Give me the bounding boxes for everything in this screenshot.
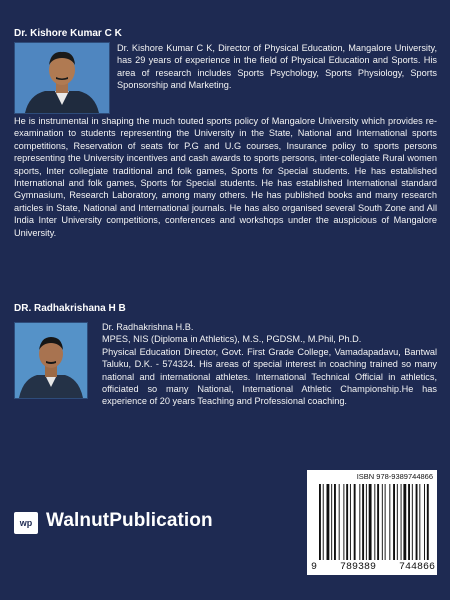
- publisher-name: WalnutPublication: [46, 510, 213, 531]
- isbn-label: ISBN 978-9389744866: [356, 472, 433, 481]
- isbn-digit-first: 9: [311, 562, 318, 573]
- author2-name: DR. Radhakrishana H B: [14, 303, 126, 314]
- author2-bio: [102, 321, 437, 408]
- barcode-bars: [307, 470, 437, 575]
- author2-photo: [14, 322, 88, 399]
- isbn-digit-group2: 744866: [398, 562, 435, 573]
- author1-name: Dr. Kishore Kumar C K: [14, 28, 122, 39]
- author1-bio-intro-text: Dr. Kishore Kumar C K, Director of Physical Education, Mangalore University, has 29 years of experience in the field of Physical Education and Sports. His area of research includes Sports Psychology, Sports Physiology, Sports Sponsorship and Marketing.: [117, 43, 437, 91]
- isbn-digits: [311, 562, 435, 573]
- author1-bio-main-text: He is instrumental in shaping the much touted sports policy of Mangalore University which provides re-examination to students representing the University in the State, National and International sports competitions, Reservation of seats for P.G and U.G courses, Insurance policy to sports persons representing the University incentives and cash awards to sports persons, inter-collegiate Rural women sports, Inter collegiate traditional and folk games, Sports for Special students. He has established International and folk games, Sports for Special students. He has established International standard Gymnasium, Research Laboratory, among many others. He has published books and many research articles in State, National and International journals. He has also organised several South Zone and All India Inter University competitions, conferences and workshops under the auspicious of Mangalore University.: [14, 116, 437, 238]
- author1-photo: [14, 42, 110, 114]
- author1-bio-main: [14, 115, 437, 239]
- isbn-digit-group1: 789389: [339, 562, 376, 573]
- author2-bio-line2: MPES, NIS (Diploma in Athletics), M.S., PGDSM., M.Phil, Ph.D.: [102, 334, 362, 345]
- author2-bio-rest: Physical Education Director, Govt. First Grade College, Vamadapadavu, Bantwal Taluku, D.K. - 574324. His areas of special interest in coaching trained so many national and international athletes. International Technical Official in athletics, officiated so many National, International Athletic Championship.He has experience of 20 years Teaching and Professional coaching.: [102, 346, 437, 407]
- author1-bio-intro: [117, 42, 437, 92]
- author2-bio-line1: Dr. Radhakrishna H.B.: [102, 322, 194, 332]
- publisher-logo: wp: [14, 512, 38, 534]
- barcode-box: [307, 470, 437, 575]
